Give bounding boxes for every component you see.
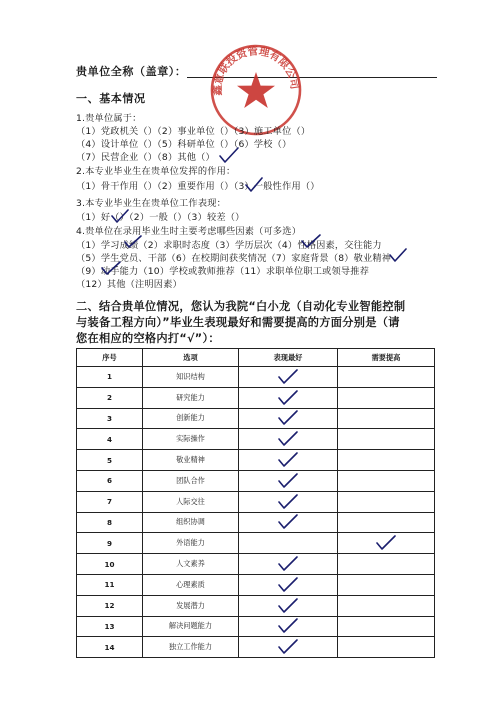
- handwritten-check-icon: [276, 409, 300, 427]
- table-row: [77, 574, 435, 595]
- handwritten-check-icon: [276, 638, 300, 656]
- q3-question: 3.本专业毕业生在贵单位工作表现：: [76, 198, 226, 209]
- handwritten-check-icon: [276, 555, 300, 573]
- best-cell: [239, 408, 338, 429]
- row-item: 实际操作: [143, 429, 239, 450]
- row-number: 2: [77, 387, 143, 408]
- improve-cell: [338, 387, 435, 408]
- row-item: 团队合作: [143, 470, 239, 491]
- row-item: 人际交往: [143, 491, 239, 512]
- row-item: 外语能力: [143, 533, 239, 554]
- best-cell: [239, 637, 338, 658]
- evaluation-table: [76, 348, 435, 658]
- table-row: [77, 616, 435, 637]
- best-cell: [239, 491, 338, 512]
- row-number: 4: [77, 429, 143, 450]
- handwritten-check-icon: [276, 576, 300, 594]
- header-number: 序号: [77, 349, 143, 367]
- q1-options-line3: （7）民营企业（）（8）其他（）: [76, 152, 215, 163]
- row-number: 9: [77, 533, 143, 554]
- table-row: [77, 637, 435, 658]
- handwritten-check-icon: [276, 617, 300, 635]
- handwritten-check-icon: [276, 430, 300, 448]
- improve-cell: [338, 450, 435, 471]
- row-number: 13: [77, 616, 143, 637]
- table-header-row: [77, 349, 435, 367]
- row-item: 敬业精神: [143, 450, 239, 471]
- q1-options-line2: （4）设计单位（）（5）科研单位（）（6）学校（）: [76, 139, 292, 150]
- best-cell: [239, 574, 338, 595]
- row-item: 心理素质: [143, 574, 239, 595]
- q1-question: 1.贵单位属于：: [76, 113, 142, 124]
- q4-options-line3: （9）动手能力（10）学校或教师推荐（11）求职单位职工或领导推荐: [76, 266, 370, 277]
- improve-cell: [338, 367, 435, 388]
- table-row: [77, 429, 435, 450]
- best-cell: [239, 512, 338, 533]
- best-cell: [239, 533, 338, 554]
- improve-cell: [338, 637, 435, 658]
- improve-cell: [338, 616, 435, 637]
- row-item: 创新能力: [143, 408, 239, 429]
- row-number: 12: [77, 595, 143, 616]
- row-item: 组织协调: [143, 512, 239, 533]
- handwritten-check-icon: [276, 513, 300, 531]
- row-number: 1: [77, 367, 143, 388]
- improve-cell: [338, 408, 435, 429]
- section2-title-line2: 与装备工程方向）”毕业生表现最好和需要提高的方面分别是（请: [76, 316, 400, 329]
- table-row: [77, 450, 435, 471]
- header-item: 选项: [143, 349, 239, 367]
- row-number: 7: [77, 491, 143, 512]
- section1-title: 一、基本情况: [76, 92, 146, 105]
- table-row: [77, 595, 435, 616]
- svg-text:鑫意联投资管理有限公司: 鑫意联投资管理有限公司: [211, 45, 301, 96]
- header-best: 表现最好: [239, 349, 338, 367]
- improve-cell: [338, 470, 435, 491]
- q4-options-line1: （1）学习成绩（2）求职时态度（3）学历层次（4）性格因素，交往能力: [76, 240, 382, 251]
- row-number: 11: [77, 574, 143, 595]
- table-row: [77, 512, 435, 533]
- table-row: [77, 387, 435, 408]
- row-item: 解决问题能力: [143, 616, 239, 637]
- improve-cell: [338, 429, 435, 450]
- best-cell: [239, 429, 338, 450]
- handwritten-check-icon: [276, 451, 300, 469]
- table-row: [77, 554, 435, 575]
- row-number: 3: [77, 408, 143, 429]
- handwritten-check-icon: [276, 472, 300, 490]
- best-cell: [239, 595, 338, 616]
- unit-name-label: 贵单位全称（盖章）：: [76, 65, 187, 78]
- section2-title-line3: 您在相应的空格内打“√”）：: [76, 332, 220, 345]
- improve-cell: [338, 554, 435, 575]
- handwritten-check-icon: [276, 493, 300, 511]
- q1-options-line1: （1）党政机关（）（2）事业单位（）（3）施工单位（）: [76, 126, 311, 137]
- handwritten-check-icon: [276, 368, 300, 386]
- best-cell: [239, 616, 338, 637]
- handwritten-check-icon: [276, 597, 300, 615]
- header-improve: 需要提高: [338, 349, 435, 367]
- q2-question: 2.本专业毕业生在贵单位发挥的作用：: [76, 166, 236, 177]
- row-number: 10: [77, 554, 143, 575]
- row-item: 发展潜力: [143, 595, 239, 616]
- row-number: 14: [77, 637, 143, 658]
- row-number: 8: [77, 512, 143, 533]
- q3-options-line1: （1）好（）（2）一般（）（3）较差（）: [76, 212, 245, 223]
- row-item: 研究能力: [143, 387, 239, 408]
- q4-options-line2: （5）学生党员、干部（6）在校期间获奖情况（7）家庭背景（8）敬业精神: [76, 253, 392, 264]
- table-row: [77, 408, 435, 429]
- improve-cell: [338, 491, 435, 512]
- improve-cell: [338, 574, 435, 595]
- best-cell: [239, 554, 338, 575]
- q4-options-line4: （12）其他（注明因素）: [76, 279, 182, 290]
- q4-question: 4.贵单位在录用毕业生时主要考虑哪些因素（可多选）: [76, 226, 302, 237]
- row-item: 人文素养: [143, 554, 239, 575]
- table-row: [77, 491, 435, 512]
- section2-title-line1: 二、结合贵单位情况，您认为我院“白小龙（自动化专业智能控制: [76, 300, 406, 313]
- q2-options-line1: （1）骨干作用（）（2）重要作用（）（3）一般性作用（）: [76, 181, 320, 192]
- handwritten-check-icon: [276, 389, 300, 407]
- row-item: 知识结构: [143, 367, 239, 388]
- improve-cell: [338, 533, 435, 554]
- best-cell: [239, 367, 338, 388]
- best-cell: [239, 470, 338, 491]
- best-cell: [239, 450, 338, 471]
- row-number: 5: [77, 450, 143, 471]
- company-seal-stamp: [208, 42, 304, 138]
- table-row: [77, 367, 435, 388]
- handwritten-check-icon: [374, 534, 398, 552]
- improve-cell: [338, 595, 435, 616]
- table-row: [77, 533, 435, 554]
- table-row: [77, 470, 435, 491]
- improve-cell: [338, 512, 435, 533]
- best-cell: [239, 387, 338, 408]
- row-item: 独立工作能力: [143, 637, 239, 658]
- row-number: 6: [77, 470, 143, 491]
